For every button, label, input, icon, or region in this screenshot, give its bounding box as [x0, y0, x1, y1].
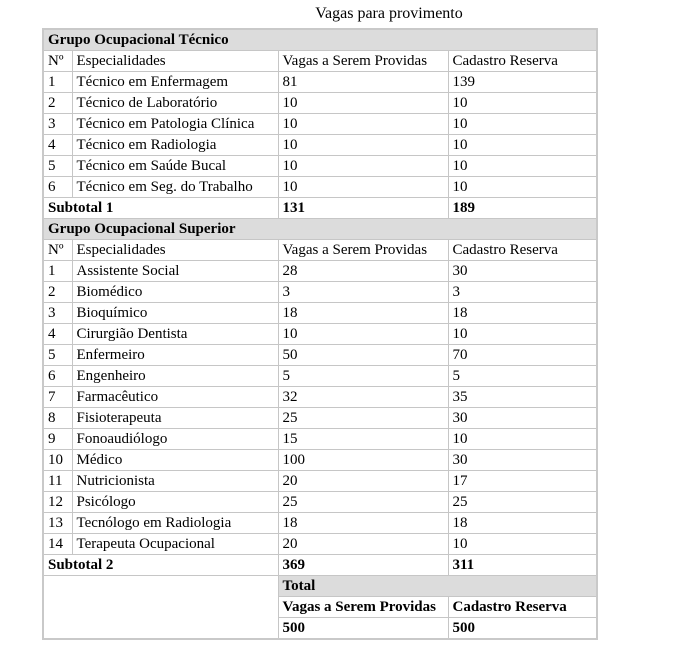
row-vagas: 15 [278, 429, 448, 450]
vagas-table [42, 28, 598, 640]
total-label: Total [278, 576, 597, 597]
row-cadastro: 30 [448, 408, 597, 429]
row-cadastro: 25 [448, 492, 597, 513]
row-vagas: 25 [278, 492, 448, 513]
col-header-especialidades: Especialidades [72, 51, 278, 72]
row-cadastro: 10 [448, 114, 597, 135]
row-cadastro: 10 [448, 324, 597, 345]
row-especialidade: Psicólogo [72, 492, 278, 513]
table-row [43, 156, 597, 177]
page-title: Vagas para provimento [315, 5, 463, 22]
subtotal-label: Subtotal 1 [43, 198, 278, 219]
row-number: 9 [43, 429, 72, 450]
row-number: 10 [43, 450, 72, 471]
row-number: 3 [43, 114, 72, 135]
row-cadastro: 35 [448, 387, 597, 408]
row-especialidade: Técnico em Saúde Bucal [72, 156, 278, 177]
row-number: 6 [43, 177, 72, 198]
row-number: 6 [43, 366, 72, 387]
row-vagas: 5 [278, 366, 448, 387]
row-number: 5 [43, 345, 72, 366]
table-row [43, 324, 597, 345]
table-row [43, 303, 597, 324]
table-row [43, 387, 597, 408]
total-cadastro-value: 500 [448, 618, 597, 640]
total-header-row [43, 576, 597, 597]
group-header-row [43, 219, 597, 240]
row-number: 12 [43, 492, 72, 513]
col-header-vagas: Vagas a Serem Providas [278, 240, 448, 261]
row-vagas: 28 [278, 261, 448, 282]
subtotal-row [43, 555, 597, 576]
row-number: 2 [43, 282, 72, 303]
table-row [43, 72, 597, 93]
row-cadastro: 30 [448, 261, 597, 282]
row-number: 8 [43, 408, 72, 429]
total-spacer-cell [43, 576, 278, 640]
row-especialidade: Técnico em Enfermagem [72, 72, 278, 93]
table-row [43, 282, 597, 303]
row-number: 3 [43, 303, 72, 324]
subtotal-cadastro: 189 [448, 198, 597, 219]
row-cadastro: 10 [448, 534, 597, 555]
row-number: 13 [43, 513, 72, 534]
table-row [43, 513, 597, 534]
row-especialidade: Bioquímico [72, 303, 278, 324]
row-vagas: 32 [278, 387, 448, 408]
row-number: 7 [43, 387, 72, 408]
table-row [43, 366, 597, 387]
table-row [43, 408, 597, 429]
row-number: 5 [43, 156, 72, 177]
column-header-row [43, 240, 597, 261]
table-row [43, 135, 597, 156]
total-col-header-cadastro: Cadastro Reserva [448, 597, 597, 618]
row-vagas: 10 [278, 156, 448, 177]
row-vagas: 10 [278, 114, 448, 135]
row-vagas: 10 [278, 324, 448, 345]
table-row [43, 177, 597, 198]
column-header-row [43, 51, 597, 72]
row-vagas: 10 [278, 135, 448, 156]
row-especialidade: Cirurgião Dentista [72, 324, 278, 345]
row-vagas: 10 [278, 93, 448, 114]
group-header: Grupo Ocupacional Técnico [43, 29, 597, 51]
row-especialidade: Fisioterapeuta [72, 408, 278, 429]
row-especialidade: Biomédico [72, 282, 278, 303]
table-row [43, 261, 597, 282]
row-vagas: 10 [278, 177, 448, 198]
row-cadastro: 30 [448, 450, 597, 471]
row-vagas: 18 [278, 513, 448, 534]
row-vagas: 18 [278, 303, 448, 324]
row-especialidade: Farmacêutico [72, 387, 278, 408]
table-row [43, 429, 597, 450]
row-especialidade: Terapeuta Ocupacional [72, 534, 278, 555]
row-number: 1 [43, 72, 72, 93]
table-row [43, 114, 597, 135]
row-especialidade: Técnico em Seg. do Trabalho [72, 177, 278, 198]
row-especialidade: Assistente Social [72, 261, 278, 282]
subtotal-label: Subtotal 2 [43, 555, 278, 576]
row-number: 11 [43, 471, 72, 492]
row-vagas: 3 [278, 282, 448, 303]
row-number: 1 [43, 261, 72, 282]
table-row [43, 93, 597, 114]
table-row [43, 492, 597, 513]
row-cadastro: 3 [448, 282, 597, 303]
total-col-header-vagas: Vagas a Serem Providas [278, 597, 448, 618]
row-number: 4 [43, 324, 72, 345]
row-cadastro: 5 [448, 366, 597, 387]
subtotal-vagas: 369 [278, 555, 448, 576]
col-header-cadastro: Cadastro Reserva [448, 240, 597, 261]
group-header-row [43, 29, 597, 51]
subtotal-vagas: 131 [278, 198, 448, 219]
row-vagas: 25 [278, 408, 448, 429]
row-vagas: 20 [278, 534, 448, 555]
row-especialidade: Nutricionista [72, 471, 278, 492]
total-vagas-value: 500 [278, 618, 448, 640]
row-number: 2 [43, 93, 72, 114]
row-cadastro: 10 [448, 135, 597, 156]
row-cadastro: 18 [448, 513, 597, 534]
row-cadastro: 10 [448, 156, 597, 177]
col-header-cadastro: Cadastro Reserva [448, 51, 597, 72]
row-cadastro: 70 [448, 345, 597, 366]
table-row [43, 534, 597, 555]
table-row [43, 471, 597, 492]
table-row [43, 345, 597, 366]
row-number: 4 [43, 135, 72, 156]
row-vagas: 81 [278, 72, 448, 93]
row-cadastro: 139 [448, 72, 597, 93]
col-header-vagas: Vagas a Serem Providas [278, 51, 448, 72]
row-cadastro: 17 [448, 471, 597, 492]
row-number: 14 [43, 534, 72, 555]
row-cadastro: 10 [448, 93, 597, 114]
row-especialidade: Enfermeiro [72, 345, 278, 366]
row-cadastro: 10 [448, 177, 597, 198]
subtotal-row [43, 198, 597, 219]
row-especialidade: Técnico em Patologia Clínica [72, 114, 278, 135]
col-header-especialidades: Especialidades [72, 240, 278, 261]
group-header: Grupo Ocupacional Superior [43, 219, 597, 240]
row-especialidade: Técnico em Radiologia [72, 135, 278, 156]
row-especialidade: Médico [72, 450, 278, 471]
row-vagas: 20 [278, 471, 448, 492]
row-especialidade: Engenheiro [72, 366, 278, 387]
row-cadastro: 18 [448, 303, 597, 324]
row-vagas: 50 [278, 345, 448, 366]
row-cadastro: 10 [448, 429, 597, 450]
subtotal-cadastro: 311 [448, 555, 597, 576]
row-especialidade: Fonoaudiólogo [72, 429, 278, 450]
row-especialidade: Tecnólogo em Radiologia [72, 513, 278, 534]
col-header-num: Nº [43, 240, 72, 261]
row-vagas: 100 [278, 450, 448, 471]
table-row [43, 450, 597, 471]
row-especialidade: Técnico de Laboratório [72, 93, 278, 114]
col-header-num: Nº [43, 51, 72, 72]
